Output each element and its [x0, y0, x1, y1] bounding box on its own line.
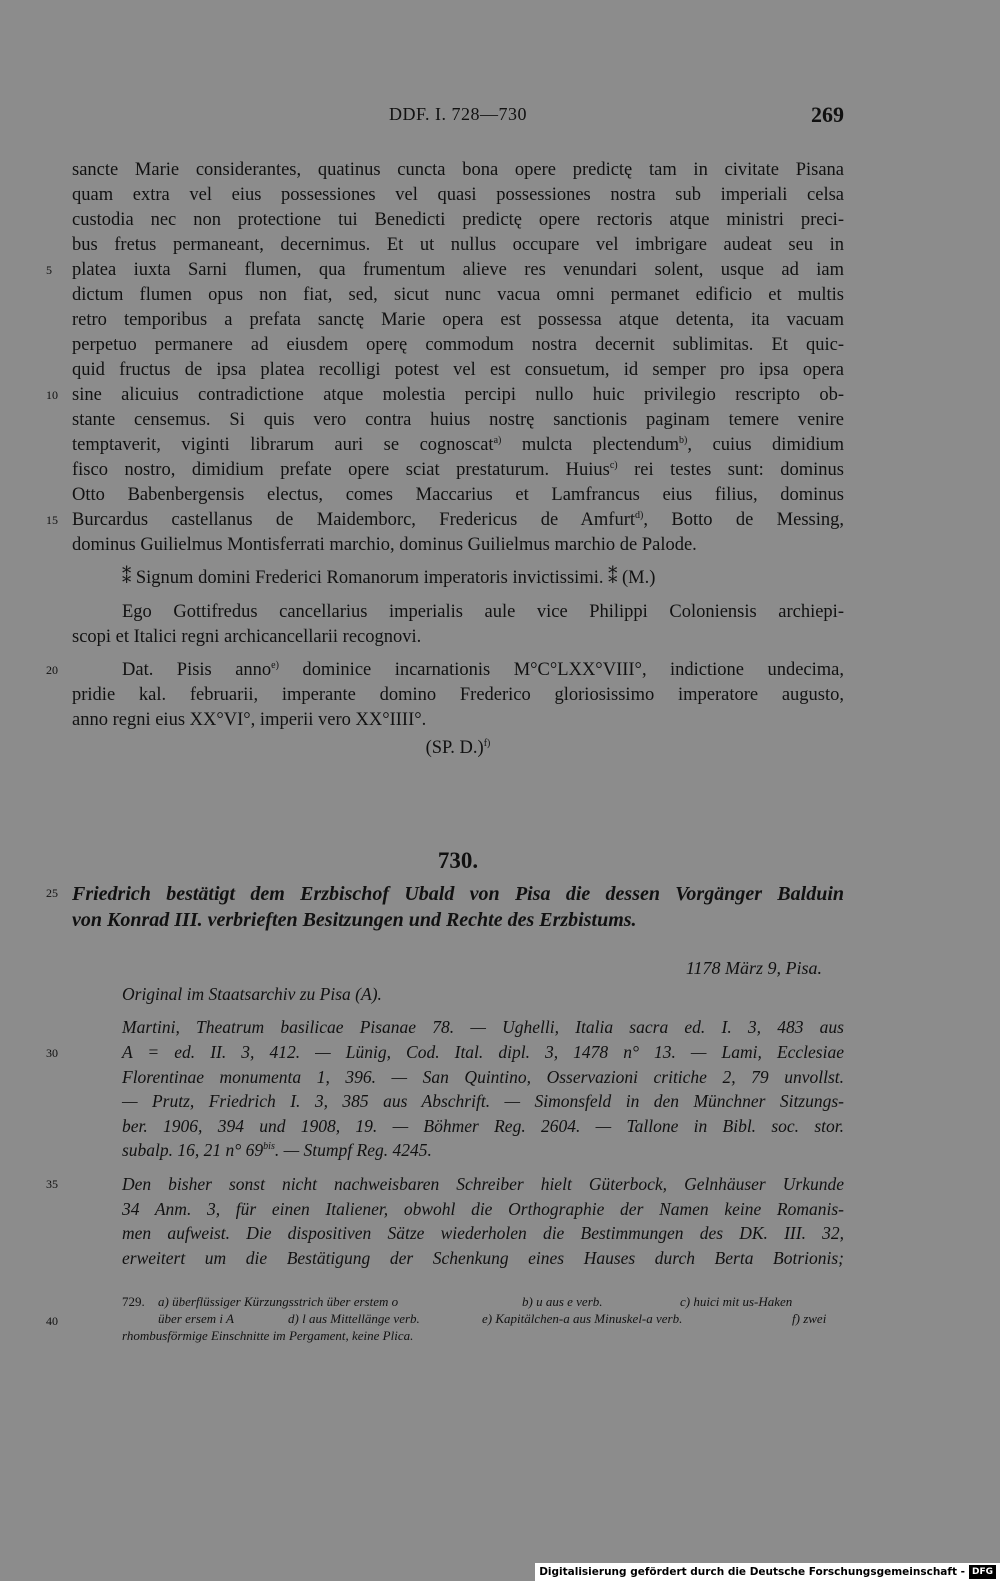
- footnote-f: f) zwei: [792, 1311, 827, 1326]
- text-line: bus fretus permaneant, decernimus. Et ut nullus occupare vel imbrigare audeat seu in: [72, 235, 844, 255]
- footnote-d: d) l aus Mittellänge verb.: [288, 1311, 420, 1326]
- line-number: 35: [46, 1177, 58, 1191]
- text-line: perpetuo permanere ad eiusdem operę commodum nostra decernit sublimitas. Et quic-: [72, 335, 844, 355]
- regest-line: von Konrad III. verbrieften Besitzungen und Rechte des Erzbistums.: [72, 909, 637, 931]
- footnote-ref: c): [609, 459, 618, 471]
- text-line: platea iuxta Sarni flumen, qua frumentum alieve res venundari solent, usque ad iam: [72, 260, 844, 280]
- recognition-line: Ego Gottifredus cancellarius imperialis aule vice Philippi Coloniensis archiepi-: [122, 602, 844, 622]
- commentary-line: Den bisher sonst nicht nachweisbaren Schreiber hielt Güterbock, Gelnhäuser Urkunde: [122, 1174, 844, 1194]
- editions-line: subalp. 16, 21 n° $69^{bis}$. — Stumpf Reg. 4245.: [122, 1140, 432, 1160]
- seal-note: (SP. D.)$^{f)}$: [425, 737, 491, 758]
- commentary-line: men aufweist. Die dispositiven Sätze wiederholen die Bestimmungen des DK. III. 32,: [122, 1223, 844, 1243]
- footnote-a: a) überflüssiger Kürzungsstrich über erstem o: [158, 1294, 399, 1309]
- page-header: [72, 104, 844, 134]
- text-line: temptaverit, viginti librarum auri se cognoscat$^{a)}$ mulcta plectendum$^{b)}$, cuius dimidium: [72, 434, 844, 455]
- editions-line: A = ed. II. 3, 412. — Lünig, Cod. Ital. dipl. 3, 1478 n° 13. — Lami, Ecclesiae: [122, 1042, 844, 1062]
- running-title: DDF. I. 728—730: [388, 104, 528, 124]
- text-line: quid fructus de ipsa platea recolligi potest vel est consuetum, id semper pro ipsa opera: [72, 360, 844, 380]
- digitization-credit: Digitalisierung gefördert durch die Deutsche Forschungsgemeinschaft - DFG: [535, 1563, 1000, 1581]
- text-line: dictum flumen opus non fiat, sed, sicut nunc vacua omni permanet edificio et multis: [72, 285, 844, 305]
- commentary-line: 34 Anm. 3, für einen Italiener, obwohl die Orthographie der Namen keine Romanis-: [122, 1199, 844, 1219]
- commentary-line: erweitert um die Bestätigung der Schenkung eines Hauses durch Berta Botrionis;: [122, 1248, 844, 1268]
- dfg-logo-icon: DFG: [969, 1565, 996, 1579]
- date-place: 1178 März 9, Pisa.: [685, 958, 822, 978]
- tradition-line: Original im Staatsarchiv zu Pisa (A).: [122, 984, 382, 1004]
- footnote-e: e) Kapitälchen-a aus Minuskel-a verb.: [482, 1311, 683, 1326]
- footnote-ref: d): [635, 509, 644, 521]
- line-number: 40: [46, 1314, 58, 1328]
- regest-line: Friedrich bestätigt dem Erzbischof Ubald von Pisa die dessen Vorgänger Balduin: [72, 883, 844, 905]
- text-line: Burcardus castellanus de Maidemborc, Fredericus de Amfurt$^{d)}$, Botto de Messing,: [72, 509, 844, 530]
- line-number: 20: [46, 663, 58, 677]
- line-number: 5: [46, 263, 52, 277]
- text-line: dominus Guilielmus Montisferrati marchio, dominus Guilielmus marchio de Palode.: [72, 535, 697, 555]
- footnote-ref: e): [271, 659, 279, 671]
- editions-line: Florentinae monumenta 1, 396. — San Quintino, Osservazioni critiche 2, 79 unvollst.: [122, 1067, 844, 1087]
- footnote-label: 729.: [122, 1294, 145, 1309]
- editions-line: — Prutz, Friedrich I. 3, 385 aus Abschrift. — Simonsfeld in den Münchner Sitzungs-: [122, 1091, 844, 1111]
- dating-line: anno regni eius XX°VI°, imperii vero XX°IIII°.: [72, 710, 427, 730]
- text-line: quam extra vel eius possessiones vel quasi possessiones nostra sub imperiali celsa: [72, 185, 844, 205]
- line-number: 10: [46, 388, 58, 402]
- dating-line: pridie kal. februarii, imperante domino Frederico gloriosissimo imperatore augusto,: [72, 685, 844, 705]
- editions-line: ber. 1906, 394 und 1908, 19. — Böhmer Reg. 2604. — Tallone in Bibl. soc. stor.: [122, 1116, 844, 1136]
- footnote-b: b) u aus e verb.: [522, 1294, 603, 1309]
- dating-line: Dat. Pisis anno$^{e)}$ dominice incarnationis M°C°LXX°VIII°, indictione undecima,: [122, 659, 844, 680]
- footnote-f-cont: rhombusförmige Einschnitte im Pergament, keine Plica.: [122, 1328, 414, 1343]
- text-line: fisco nostro, dimidium prefate opere sciat prestaturum. Huius$^{c)}$ rei testes sunt: dominus: [72, 459, 844, 480]
- signum-line: ⁑ Signum domini Frederici Romanorum imperatoris invictissimi. ⁑ (M.): [122, 568, 656, 588]
- text-line: retro temporibus a prefata sanctę Marie opera est possessa atque detenta, ita vacuam: [72, 310, 844, 330]
- document-number: 730.: [437, 848, 479, 873]
- text-line: sancte Marie considerantes, quatinus cuncta bona opere predictę tam in civitate Pisana: [72, 160, 844, 180]
- text-line: custodia nec non protectione tui Benedicti predictę opere rectoris atque ministri preci-: [72, 210, 844, 230]
- line-number: 30: [46, 1046, 58, 1060]
- recognition-line: scopi et Italici regni archicancellarii recognovi.: [72, 627, 422, 647]
- page-number: 269: [811, 102, 844, 127]
- footnote-c-cont: über ersem i A: [158, 1311, 234, 1326]
- footnote-ref: a): [493, 434, 502, 446]
- text-line: sine alicuius contradictione atque molestia percipi nullo huic privilegio rescripto ob-: [72, 385, 844, 405]
- footnote-ref: b): [679, 434, 688, 446]
- line-number: 15: [46, 513, 58, 527]
- text-line: Otto Babenbergensis electus, comes Maccarius et Lamfrancus eius filius, dominus: [72, 485, 844, 505]
- line-number: 25: [46, 886, 58, 900]
- text-line: stante censemus. Si quis vero contra huius nostrę sanctionis paginam temere venire: [72, 410, 844, 430]
- footnote-c: c) huici mit us-Haken: [680, 1294, 793, 1309]
- editions-line: Martini, Theatrum basilicae Pisanae 78. — Ughelli, Italia sacra ed. I. 3, 483 aus: [122, 1017, 844, 1037]
